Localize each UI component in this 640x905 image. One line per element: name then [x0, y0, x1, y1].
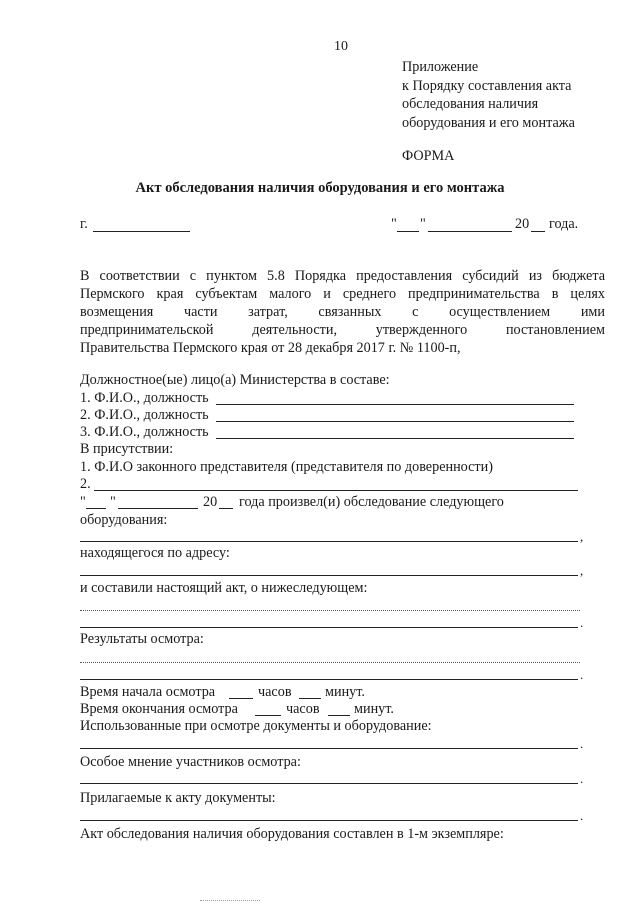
intro-line: Правительства Пермского края от 28 декабря 2017 г. № 1100-п,: [80, 340, 461, 356]
time-start-prefix: Время начала осмотра: [80, 684, 216, 700]
period-mark: .: [580, 615, 584, 630]
intro-line: возмещения части затрат, связанных с осуществлением ими: [80, 304, 605, 320]
attached-blank[interactable]: [80, 820, 578, 821]
intro-line: Пермского края субъектам малого и среднего предпринимательства в целях: [80, 286, 605, 302]
appendix-line: обследования наличия: [402, 96, 539, 112]
time-start-hours-blank[interactable]: [229, 698, 253, 699]
presence-2-blank[interactable]: [94, 490, 578, 491]
official-3-blank[interactable]: [216, 438, 574, 439]
date-day-blank[interactable]: [397, 231, 419, 232]
period-mark: .: [580, 736, 584, 751]
period-mark: .: [580, 667, 584, 682]
address-blank[interactable]: [80, 575, 578, 576]
presence-heading: В присутствии:: [80, 441, 174, 457]
official-row-label: 1. Ф.И.О., должность: [80, 390, 209, 406]
place-prefix: г.: [80, 216, 88, 232]
form-label: ФОРМА: [402, 148, 455, 164]
equipment-blank[interactable]: [80, 541, 578, 542]
attached-label: Прилагаемые к акту документы:: [80, 790, 276, 806]
final-line: Акт обследования наличия оборудования составлен в 1-м экземпляре:: [80, 826, 504, 842]
appendix-line: Приложение: [402, 59, 479, 75]
time-start-hours: часов: [258, 684, 292, 700]
comma-mark: ,: [580, 563, 584, 578]
date-month-blank[interactable]: [428, 231, 512, 232]
date-quote-open: ": [391, 216, 397, 232]
scan-artifact: [200, 900, 260, 901]
equipment-label: оборудования:: [80, 512, 168, 528]
results-line-1[interactable]: [80, 662, 580, 663]
time-start-minutes: минут.: [325, 684, 365, 700]
date-year-prefix: 20: [515, 216, 530, 232]
officials-heading: Должностное(ые) лицо(а) Министерства в составе:: [80, 372, 390, 388]
time-end-hours: часов: [286, 701, 320, 717]
survey-year-blank[interactable]: [219, 508, 233, 509]
official-2-blank[interactable]: [216, 421, 574, 422]
opinion-label: Особое мнение участников осмотра:: [80, 754, 301, 770]
docs-used-blank[interactable]: [80, 748, 578, 749]
presence-row-2: 2.: [80, 476, 91, 492]
address-label: находящегося по адресу:: [80, 545, 230, 561]
official-1-blank[interactable]: [216, 404, 574, 405]
time-end-minutes: минут.: [354, 701, 394, 717]
intro-paragraph: [80, 267, 605, 357]
official-row-label: 2. Ф.И.О., должность: [80, 407, 209, 423]
results-line-2[interactable]: [80, 679, 578, 680]
date-quote-close: ": [420, 216, 426, 232]
results-label: Результаты осмотра:: [80, 631, 204, 647]
act-line-1[interactable]: [80, 610, 580, 611]
survey-day-blank[interactable]: [86, 508, 106, 509]
docs-used-label: Использованные при осмотре документы и оборудование:: [80, 718, 432, 734]
date-year-blank[interactable]: [531, 231, 545, 232]
document-title: Акт обследования наличия оборудования и его монтажа: [135, 180, 505, 196]
intro-line: предпринимательской деятельности, утвержденного постановлением: [80, 322, 605, 338]
time-start-minutes-blank[interactable]: [299, 698, 321, 699]
time-end-minutes-blank[interactable]: [328, 715, 350, 716]
survey-quote-close: ": [110, 494, 116, 510]
appendix-line: к Порядку составления акта: [402, 77, 572, 94]
presence-row-1: 1. Ф.И.О законного представителя (представителя по доверенности): [80, 459, 493, 475]
opinion-blank[interactable]: [80, 783, 578, 784]
act-line-2[interactable]: [80, 627, 578, 628]
time-end-hours-blank[interactable]: [255, 715, 281, 716]
page-number: 10: [334, 39, 348, 54]
appendix-block: [402, 58, 575, 132]
survey-quote-open: ": [80, 494, 86, 510]
act-label: и составили настоящий акт, о нижеследующем:: [80, 580, 368, 596]
period-mark: .: [580, 808, 584, 823]
appendix-line: оборудования и его монтажа: [402, 114, 575, 131]
survey-text: года произвел(и) обследование следующего: [239, 494, 504, 510]
date-year-suffix: года.: [549, 216, 579, 232]
official-row-label: 3. Ф.И.О., должность: [80, 424, 209, 440]
intro-line: В соответствии с пунктом 5.8 Порядка предоставления субсидий из бюджета: [80, 268, 605, 284]
place-blank[interactable]: [93, 231, 190, 232]
time-end-prefix: Время окончания осмотра: [80, 701, 238, 717]
survey-month-blank[interactable]: [118, 508, 198, 509]
survey-year-prefix: 20: [203, 494, 218, 510]
period-mark: .: [580, 771, 584, 786]
comma-mark: ,: [580, 529, 584, 544]
